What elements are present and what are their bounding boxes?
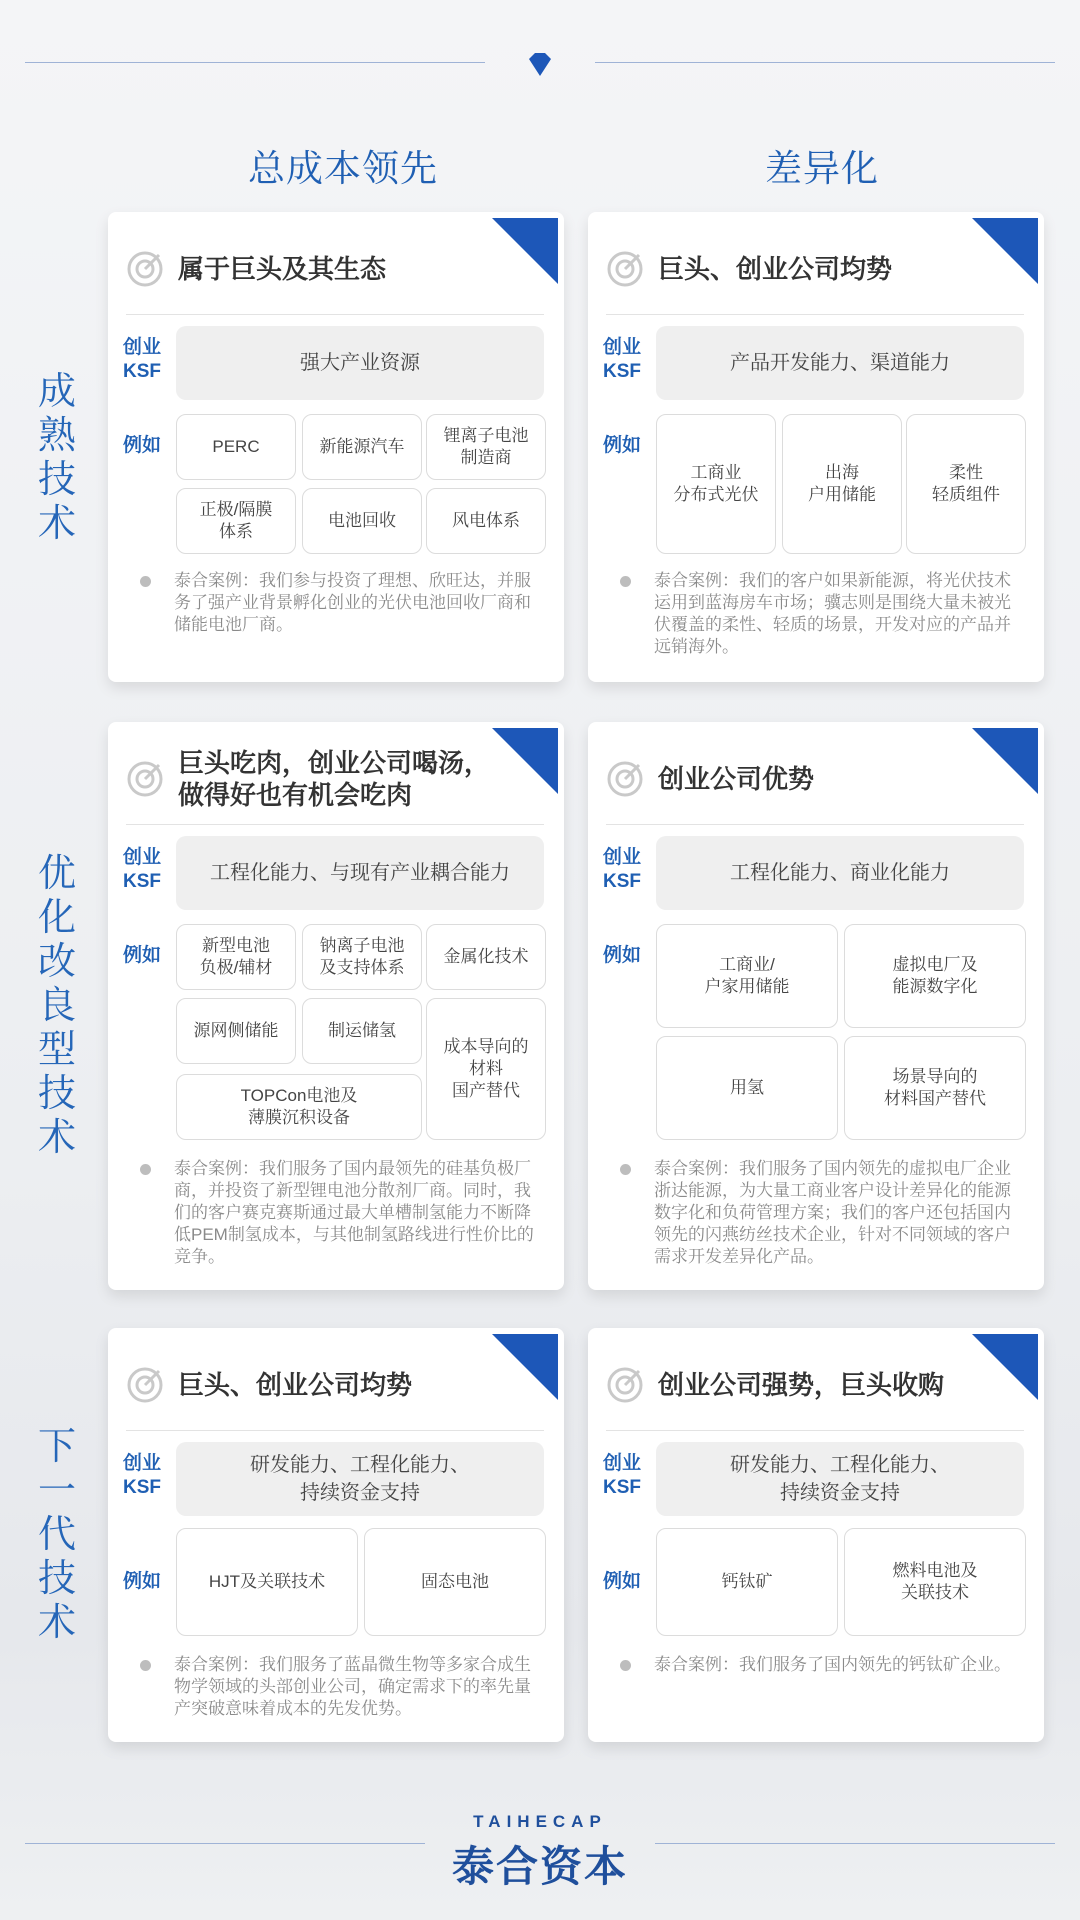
target-icon: [126, 760, 164, 798]
example-tag: 钠离子电池 及支持体系: [302, 924, 422, 990]
example-tag: 源网侧储能: [176, 998, 296, 1064]
card-mature-cost: [108, 212, 564, 682]
example-tag: 柔性 轻质组件: [906, 414, 1026, 554]
ksf-value: 工程化能力、与现有产业耦合能力: [176, 836, 544, 910]
ksf-label: 创业 KSF: [122, 1453, 161, 1498]
case-note: 泰合案例：我们的客户如果新能源，将光伏技术运用到蓝海房车市场；骥志则是围绕大量未被光伏覆盖的柔性、轻质的场景，开发对应的产品并远销海外。: [620, 570, 1024, 658]
target-icon: [606, 760, 644, 798]
card-improved-cost: [108, 722, 564, 1290]
ksf-value: 研发能力、工程化能力、 持续资金支持: [656, 1442, 1024, 1516]
case-note: 泰合案例：我们服务了国内最领先的硅基负极厂商，并投资了新型锂电池分散剂厂商。同时，我们的客户赛克赛斯通过最大单槽制氢能力不断降低PEM制氢成本，与其他制氢路线进行性价比的竞争。: [140, 1158, 544, 1268]
example-tag: 出海 户用储能: [782, 414, 902, 554]
ksf-value: 强大产业资源: [176, 326, 544, 400]
example-tag: 新能源汽车: [302, 414, 422, 480]
example-tag: PERC: [176, 414, 296, 480]
ksf-label: 创业 KSF: [602, 337, 641, 382]
card-header: [126, 238, 544, 315]
card-header: [606, 748, 1024, 825]
card-title: 巨头、创业公司均势: [178, 1370, 413, 1400]
footer-divider-right: [655, 1843, 1055, 1844]
row-label-mature-tech: 成 熟 技 术: [37, 371, 76, 545]
logo-chinese: 泰合资本: [451, 1843, 628, 1890]
example-tag: 工商业 分布式光伏: [656, 414, 776, 554]
card-improved-differentiation: [588, 722, 1044, 1290]
row-label-next-gen-tech: 下 一 代 技 术: [37, 1426, 76, 1644]
example-tag: 工商业/ 户家用储能: [656, 924, 838, 1028]
example-tag: 风电体系: [426, 488, 546, 554]
case-note: 泰合案例：我们参与投资了理想、欣旺达，并服务了强产业背景孵化创业的光伏电池回收厂商和储能电池厂商。: [140, 570, 544, 636]
card-header: [126, 748, 544, 825]
ksf-label: 创业 KSF: [122, 847, 161, 892]
column-title-differentiation: 差异化: [765, 148, 879, 189]
row-label-improved-tech: 优 化 改 良 型 技 术: [37, 853, 76, 1159]
example-tag: 电池回收: [302, 488, 422, 554]
card-title: 属于巨头及其生态: [178, 254, 387, 284]
target-icon: [126, 250, 164, 288]
example-tag: 虚拟电厂及 能源数字化: [844, 924, 1026, 1028]
example-tag: 正极/隔膜 体系: [176, 488, 296, 554]
card-header: [126, 1354, 544, 1431]
example-tag: 燃料电池及 关联技术: [844, 1528, 1026, 1636]
example-label: 例如: [122, 945, 161, 966]
card-title: 创业公司强势，巨头收购: [658, 1370, 945, 1400]
ksf-value: 研发能力、工程化能力、 持续资金支持: [176, 1442, 544, 1516]
diamond-icon: [526, 50, 554, 78]
case-note: 泰合案例：我们服务了蓝晶微生物等多家合成生物学领域的头部创业公司，确定需求下的率先量产突破意味着成本的先发优势。: [140, 1654, 544, 1720]
example-tag: 新型电池 负极/辅材: [176, 924, 296, 990]
example-label: 例如: [602, 945, 641, 966]
ksf-value: 工程化能力、商业化能力: [656, 836, 1024, 910]
target-icon: [126, 1366, 164, 1404]
case-note: 泰合案例：我们服务了国内领先的虚拟电厂企业浙达能源，为大量工商业客户设计差异化的能源数字化和负荷管理方案；我们的客户还包括国内领先的闪燕纺丝技术企业，针对不同领域的客户需求开发差异化产品。: [620, 1158, 1024, 1268]
target-icon: [606, 250, 644, 288]
example-label: 例如: [602, 1571, 641, 1592]
ksf-label: 创业 KSF: [602, 847, 641, 892]
example-tag: 用氢: [656, 1036, 838, 1140]
ksf-value: 产品开发能力、渠道能力: [656, 326, 1024, 400]
target-icon: [606, 1366, 644, 1404]
example-tag: 固态电池: [364, 1528, 546, 1636]
card-title: 巨头吃肉，创业公司喝汤， 做得好也有机会吃肉: [178, 748, 491, 810]
card-nextgen-cost: [108, 1328, 564, 1742]
card-nextgen-differentiation: [588, 1328, 1044, 1742]
example-label: 例如: [602, 435, 641, 456]
example-label: 例如: [122, 435, 161, 456]
case-note: 泰合案例：我们服务了国内领先的钙钛矿企业。: [620, 1654, 1024, 1676]
example-tag: HJT及关联技术: [176, 1528, 358, 1636]
example-tag: 场景导向的 材料国产替代: [844, 1036, 1026, 1140]
top-divider-left: [25, 62, 485, 63]
column-title-cost-leadership: 总成本领先: [248, 148, 438, 189]
logo-english: TAIHECAP: [473, 1812, 607, 1831]
example-tag: 制运储氢: [302, 998, 422, 1064]
ksf-label: 创业 KSF: [122, 337, 161, 382]
card-header: [606, 238, 1024, 315]
ksf-label: 创业 KSF: [602, 1453, 641, 1498]
example-tag: 钙钛矿: [656, 1528, 838, 1636]
card-title: 创业公司优势: [658, 764, 815, 794]
footer-divider-left: [25, 1843, 425, 1844]
card-header: [606, 1354, 1024, 1431]
example-tag: TOPCon电池及 薄膜沉积设备: [176, 1074, 422, 1140]
example-label: 例如: [122, 1571, 161, 1592]
example-tag: 锂离子电池 制造商: [426, 414, 546, 480]
card-mature-differentiation: [588, 212, 1044, 682]
top-divider-right: [595, 62, 1055, 63]
card-title: 巨头、创业公司均势: [658, 254, 893, 284]
example-tag: 金属化技术: [426, 924, 546, 990]
example-tag: 成本导向的 材料 国产替代: [426, 998, 546, 1140]
